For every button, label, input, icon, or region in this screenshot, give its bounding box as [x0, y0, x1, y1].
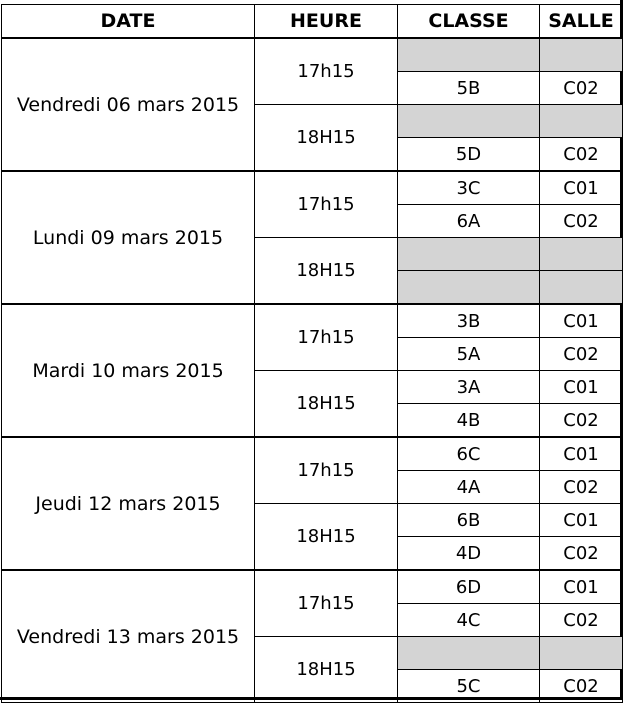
date-cell: Vendredi 06 mars 2015 [2, 38, 255, 171]
date-cell: Lundi 09 mars 2015 [2, 171, 255, 304]
classe-cell: 4C [398, 604, 540, 637]
date-cell: Mardi 10 mars 2015 [2, 304, 255, 437]
classe-cell: 5B [398, 72, 540, 105]
header-classe: CLASSE [398, 5, 540, 39]
classe-cell: 6B [398, 504, 540, 537]
salle-cell-empty [540, 38, 623, 72]
salle-cell: C01 [540, 371, 623, 404]
salle-cell: C02 [540, 205, 623, 238]
table-row [2, 437, 623, 471]
classe-cell-empty [398, 637, 540, 670]
classe-cell: 6A [398, 205, 540, 238]
classe-cell: 5C [398, 670, 540, 703]
table-row [2, 304, 623, 338]
date-cell: Vendredi 13 mars 2015 [2, 570, 255, 703]
classe-cell: 3B [398, 304, 540, 338]
classe-cell: 3C [398, 171, 540, 205]
salle-cell: C01 [540, 437, 623, 471]
header-date: DATE [2, 5, 255, 39]
classe-cell: 6D [398, 570, 540, 604]
heure-cell: 17h15 [255, 171, 398, 238]
table-row [2, 38, 623, 72]
salle-cell: C02 [540, 537, 623, 571]
date-cell: Jeudi 12 mars 2015 [2, 437, 255, 570]
salle-cell: C01 [540, 171, 623, 205]
heure-cell: 17h15 [255, 570, 398, 637]
salle-cell: C02 [540, 338, 623, 371]
salle-cell: C02 [540, 138, 623, 172]
heure-cell: 18H15 [255, 238, 398, 305]
heure-cell: 18H15 [255, 105, 398, 172]
salle-cell: C02 [540, 404, 623, 438]
table-row [2, 171, 623, 205]
salle-cell-empty [540, 105, 623, 138]
salle-cell-empty [540, 271, 623, 305]
salle-cell: C02 [540, 604, 623, 637]
heure-cell: 17h15 [255, 38, 398, 105]
classe-cell-empty [398, 238, 540, 271]
heure-cell: 17h15 [255, 437, 398, 504]
classe-cell: 5D [398, 138, 540, 172]
salle-cell: C02 [540, 72, 623, 105]
classe-cell: 4B [398, 404, 540, 438]
classe-cell: 6C [398, 437, 540, 471]
salle-cell: C01 [540, 570, 623, 604]
salle-cell: C02 [540, 471, 623, 504]
salle-cell-empty [540, 637, 623, 670]
heure-cell: 18H15 [255, 371, 398, 438]
header-salle: SALLE [540, 5, 623, 39]
schedule-table [1, 4, 623, 703]
salle-cell: C02 [540, 670, 623, 703]
classe-cell: 4A [398, 471, 540, 504]
classe-cell-empty [398, 271, 540, 305]
classe-cell-empty [398, 38, 540, 72]
header-row [2, 5, 623, 39]
header-heure: HEURE [255, 5, 398, 39]
heure-cell: 18H15 [255, 504, 398, 571]
classe-cell: 3A [398, 371, 540, 404]
salle-cell: C01 [540, 304, 623, 338]
classe-cell: 5A [398, 338, 540, 371]
classe-cell: 4D [398, 537, 540, 571]
table-row [2, 570, 623, 604]
heure-cell: 17h15 [255, 304, 398, 371]
heure-cell: 18H15 [255, 637, 398, 703]
classe-cell-empty [398, 105, 540, 138]
salle-cell: C01 [540, 504, 623, 537]
salle-cell-empty [540, 238, 623, 271]
